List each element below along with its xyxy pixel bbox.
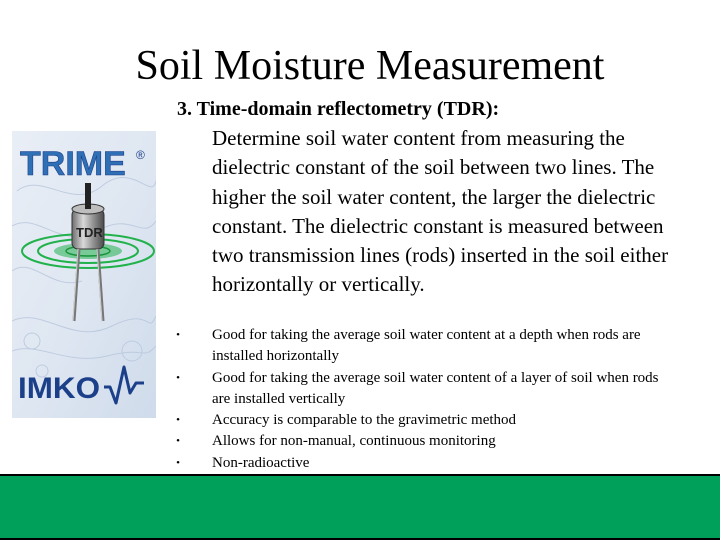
bullet-glyph: • [176,435,180,448]
list-item [172,368,672,411]
bullet-glyph: • [176,456,180,469]
bullet-glyph: • [176,371,180,384]
imko-wordmark: IMKO [18,372,100,405]
list-item [172,325,672,368]
list-item-text: Allows for non-manual, continuous monitoring [212,433,496,450]
list-item-text: Non-radioactive [212,454,310,471]
tdr-description: Determine soil water content from measuring the dielectric constant of the soil between two lines. The higher the soil water content, the larger the dielectric constant. The dielectric constant is measured between two transmission lines (rods) inserted in the soil either horizontally or vertically. [212,126,669,297]
registered-mark: ® [136,148,145,162]
bullet-glyph: • [176,414,180,427]
slide-title: Soil Moisture Measurement [135,43,605,89]
list-item-text: Good for taking the average soil water content at a depth when rods are installed horizontally [212,327,641,365]
trime-wordmark: TRIME [20,145,126,183]
list-item [172,453,672,474]
footer-band [0,474,720,540]
list-item [172,431,672,452]
tdr-probe-label: TDR [76,225,103,240]
list-item-text: Good for taking the average soil water content of a layer of soil when rods are installed vertically [212,369,659,407]
list-item-text: Accuracy is comparable to the gravimetric method [212,412,517,429]
list-item [172,410,672,431]
bullet-glyph: • [176,329,180,341]
trime-imko-logo-image [12,131,156,418]
tdr-advantages-list [172,325,672,474]
tdr-section-heading: 3. Time-domain reflectometry (TDR): [177,98,500,120]
